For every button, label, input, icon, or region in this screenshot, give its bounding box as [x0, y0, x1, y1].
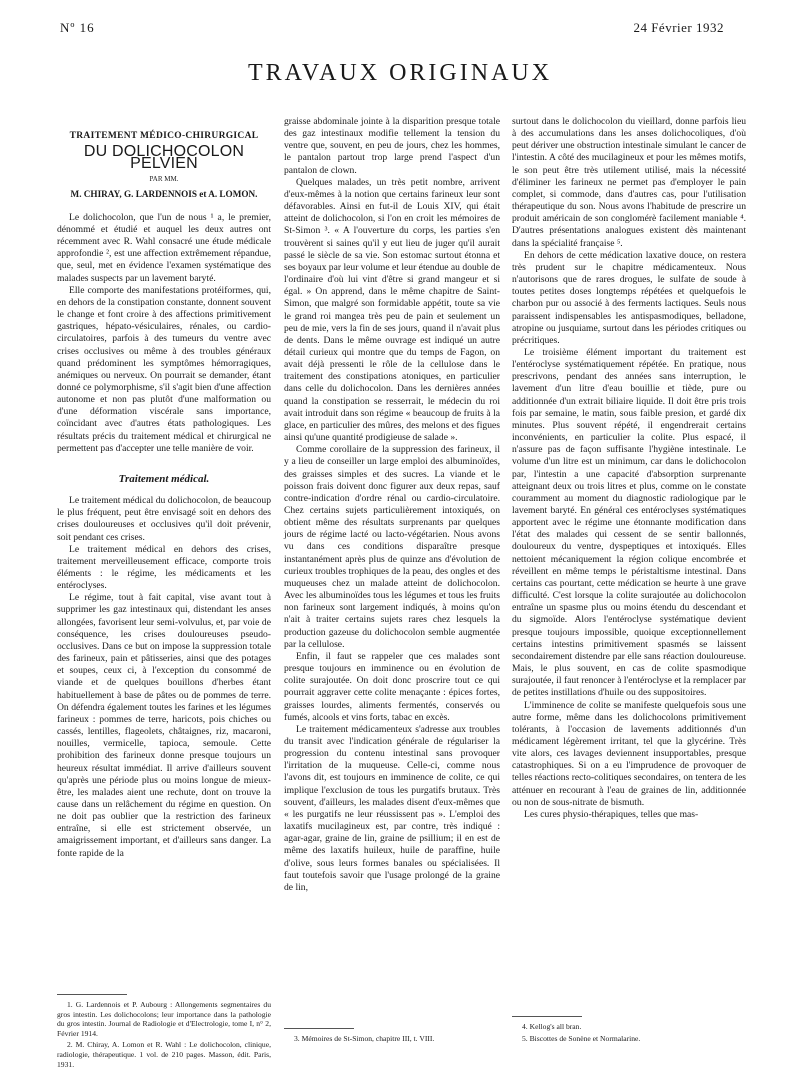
page-header — [0, 20, 800, 40]
paragraph: Le traitement médicamenteux s'adresse aux troubles du transit avec l'indication générale de régulariser la progression du contenu intestinal sans provoquer l'irritation de la muqueuse. Celle-ci, comme nous l'avons dit, est toujours en imminence de colite, ce qui implique l'exclusion de tous les purgatifs brutaux. Très souvent, d'ailleurs, les malades disent d'eux-mêmes que « les purgatifs ne leur réussissent pas ». L'emploi des laxatifs mucilagineux est, par contre, très indiqué : agar-agar, graine de lin, graine de psillium; il en est de même des laxatifs huileux, huile de paraffine, huile d'olive, sous leurs formes banales ou spécialisées. Il faut toutefois savoir que l'usage prolongé de la graine de lin, — [284, 723, 500, 893]
issue-date: 24 Février 1932 — [633, 20, 724, 35]
footnote-rule — [284, 1028, 354, 1029]
footnote: 1. G. Lardennois et P. Aubourg : Allongements segmentaires du gros intestin. Les dolichocolons; leur importance dans la pathologie du gros intestin. Journal de Radiologie et d'Electrologie, tome I, n° 2, Février 1914. — [57, 1000, 271, 1038]
paragraph: Le régime, tout à fait capital, vise avant tout à supprimer les gaz intestinaux qui, distendant les anses allongées, favorisent leur semi-volvulus, et, par voie de conséquence, les crises douloureuses pseudo-occlusives. Dans ce but on impose la suppression totale des farineux, pain et pâtisseries, ainsi que des potages et soupes, ceux ci, à l'exception du consommé de viande et de quelques bouillons d'herbes étant habituellement à base de pâtes ou de pommes de terre. On défendra également toutes les farines et les légumes farineux : pommes de terre, haricots, pois chiches ou cassés, lentilles, flageolets, châtaignes, riz, macaroni, nouilles, vermicelle, tapioca, semoule. Cette prohibition des farineux donne presque toujours un heureux résultat immédiat. Il arrive d'ailleurs souvent qu'après une période plus ou moins longue de mieux-être, les malades aient une rechute, dont on trouve la cause dans un relâchement du régime en question. On ne doit pas oublier que la restriction des farineux entraîne, si elle est strictement observée, un amaigrissement important, et d'ailleurs sans danger. La fonte rapide de la — [57, 592, 271, 859]
footnote: 5. Biscottes de Sonène et Normalarine. — [522, 1033, 641, 1043]
paragraph: Comme corollaire de la suppression des farineux, il y a lieu de conseiller un large emploi des albuminoïdes, des graisses simples et des sucres. La viande et le poisson frais doivent donc figurer aux deux repas, sauf contre-indication d'ordre rénal ou cardio-circulatoire. Chez certains sujets particulièrement intoxiqués, on obtient même des résultats surprenants par quelques jours de régime lacté ou lacto-végétarien. Nous avons vu dans ces conditions disparaître presque instantanément après plus de quinze ans d'évolution de curieux troubles trophiques de la peau, des ongles et des muqueuses chez un malade atteint de dolichocolon. Avec les albuminoïdes tous les légumes et tous les fruits non farineux sont largement indiqués, à moins qu'on n'ait à traiter certains sujets rares chez lesquels la production gazeuse du dolichocolon semble augmentée par la cellulose. — [284, 444, 500, 650]
footnotes-column-3 — [512, 1022, 746, 1045]
footnotes-column-2 — [284, 1034, 500, 1046]
footnote: 2. M. Chiray, A. Lomon et R. Wahl : Le dolichocolon, clinique, radiologie, thérapeutique. 1 vol. de 210 pages. Masson, édit. Paris, 1931. — [57, 1040, 271, 1069]
footnote: 4. Kellog's all bran. — [522, 1022, 582, 1031]
footnote-rule — [57, 994, 127, 995]
paragraph: Le troisième élément important du traitement est l'entéroclyse systématiquement répétée. En pratique, nous prescrivons, pendant des années sans interruption, le lavement d'un litre d'eau bouillie et tiède, pure ou additionnée d'un extrait biliaire liquide. Il doit être pris trois fois par semaine, le matin, sous faible presion, et gardé dix minutes. Plus souvent répété, il engendrerait certains inconvénients, en particulier la colite. Plus espacé, il n'assure pas de façon suffisante l'hygiène intestinale. Le volume d'un litre est un minimum, car dans le dolichocolon par, l'intestin a une capacité d'absorption surprenante atteignant deux ou trois litres et plus, comme on le constate couramment au moment du diagnostic radiologique par le lavement baryté. En général ces entéroclyses systématiques apportent avec le régime une étonnante modification dans l'état des malades qui cessent de se sentir ballonnés, douloureux du ventre, dyspeptiques et intoxiqués. Elles nettoient mécaniquement la région colique encombrée et réveillent en même temps le péristaltisme intestinal. Dans certains cas pourtant, cette médication se heurte à une grave difficulté. C'est lorsque la colite surajoutée au dolichocolon entraîne un spasme plus ou moins étendu du descendant et du sigmoïde. Alors l'entéroclyse systématique devient presque toujours impossible, quoique exceptionnellement certains intestins primitivement spasmés se laissent secondairement distendre par elle sans réaction douloureuse. Mais, le plus souvent, en cas de colite spasmodique surajoutée, il faut renoncer à l'entéroclyse et la remplacer par de petites instillations d'huile ou des suppositoires. — [512, 346, 746, 699]
paragraph: surtout dans le dolichocolon du vieillard, donne parfois lieu à des accumulations dans les anses dolichocoliques, d'où peut dériver une obstruction intestinale simulant le cancer de l'intestin. A côté des mucilagineux et pour les mêmes motifs, le son peut être très utilement utilisé, mais la nécessité d'éliminer les farineux ne permet pas d'employer le pain complet, si commode, dans d'autres cas, pour l'utilisation thérapeutique du son. Nous avons l'habitude de prescrire un produit américain de son conglomérè facilement maniable ⁴. D'autres présentations analogues existent dès maintenant dans la spécialité française ⁵. — [512, 116, 746, 249]
article-supertitle: TRAITEMENT MÉDICO-CHIRURGICAL — [69, 131, 259, 141]
issue-number: Nº 16 — [60, 20, 95, 35]
article-authors: M. CHIRAY, G. LARDENNOIS et A. LOMON. — [70, 188, 258, 199]
article-title: DU DOLICHOCOLON PELVIEN — [83, 143, 245, 173]
article-par: PAR MM. — [149, 175, 179, 184]
column-2 — [284, 116, 500, 894]
footnotes-column-1 — [57, 1000, 271, 1071]
paragraph: Le traitement médical en dehors des crises, traitement merveilleusement efficace, comporte trois éléments : le régime, les médicaments et les entéroclyses. — [57, 543, 271, 592]
paragraph: L'imminence de colite se manifeste quelquefois sous une autre forme, même dans les dolichocolons primitivement tolérants, à l'occasion de lavements additionnés d'un médicament légèrement irritant, tel que la glycérine. Très vite alors, ces lavages deviennent insupportables, presque catastrophiques. Si on a eu l'imprudence de provoquer de telles réactions recto-colitiques secondaires, on tentera de les atténuer en recourant à l'eau de graines de lin, additionnée ou non de sous-nitrate de bismuth. — [512, 699, 746, 808]
paragraph: Les cures physio-thérapiques, telles que mas- — [524, 808, 699, 820]
paragraph: Le traitement médical du dolichocolon, de beaucoup le plus fréquent, peut être envisagé soit en dehors des crises douloureuses et occlusives qu'il doit prévenir, soit pendant ces crises. — [57, 495, 271, 543]
paragraph: En dehors de cette médication laxative douce, on restera très prudent sur le chapitre médicamenteux. Nous n'autorisons que de rares drogues, le sulfate de soude à toutes petites doses longtemps répétées et quelquefois le charbon pur ou associé à des ferments lactiques. Seuls nous paraissent indispensables les antispasmodiques, belladone, atropine ou jusquiame, surtout dans les périodes critiques ou précritiques. — [512, 249, 746, 346]
paragraph: Enfin, il faut se rappeler que ces malades sont presque toujours en imminence ou en évolution de colite surajoutée. On doit donc proscrire tout ce qui pourrait aggraver cette colite menaçante : épices fortes, graisses lourdes, aliments fermentés, conservés ou fumés, alcools et vins forts, tabac en excès. — [284, 650, 500, 723]
paragraph: Elle comporte des manifestations protéiformes, qui, en dehors de la constipation constante, donnent souvent le change et font croire à des affections primitivement gastriques, hépato-vésiculaires, rénales, ou cardio-circulatoires, parfois à des tumeurs du ventre avec crises occlusives ou même à des troubles généraux quand prédominent les symptômes hémorragiques, anémiques ou nerveux. On pourrait se demander, étant donné ce polymorphisme, s'il s'agit bien d'une affection autonome et non pas plutôt d'une malformation ou d'une déformation viscérale sans importance, coïncidant avec d'autres états pathologiques. Les résultats précis du traitement médical et chirurgical ne permettent pas d'accepter une telle manière de voir. — [57, 284, 271, 454]
section-title: TRAVAUX ORIGINAUX — [247, 60, 553, 86]
subheading: Traitement médical. — [118, 472, 210, 485]
footnote: 3. Mémoires de St-Simon, chapitre III, t. VIII. — [294, 1034, 435, 1043]
paragraph: graisse abdominale jointe à la disparition presque totale des gaz intestinaux modifie tellement la tension du ventre que, souvent, en peu de jours, chez les hommes, le pantalon partout trop large prend l'aspect d'un pantalon de clown. — [284, 116, 500, 176]
paragraph: Quelques malades, un très petit nombre, arrivent d'eux-mêmes à la notion que certains farineux leur sont défavorables. Ainsi en fut-il de Louis XIV, qui était atteint de dolichocolon, si l'on en croit les mémoires de St-Simon ³. « A l'ouverture du corps, les parties s'en trouvèrent si saines qu'il y eut lieu de juger qu'il aurait passé le siècle de sa vie. Son estomac surtout étonna et ses boyaux par leur volume et leur étendue au double de l'ordinaire d'où lui vint d'être si grand mangeur et si égal. » On apprend, dans le même chapitre de Saint-Simon, que malgré son formidable appétit, toute sa vie le grand roi mangea très peu de pain et seulement un peu de mie, vers la fin de ses jours, quand il n'avait plus de dents. Dans le même ouvrage est indiqué un autre détail curieux qui montre que du temps de Fagon, on avait déjà pressenti le rôle de la cellulose dans le traitement des constipations atoniques, en particulier dans celle du dolichocolon. Dans les dernières années quand la constipation se resserrait, le médecin du roi avait introduit dans son régime « beaucoup de fruits à la glace, en particulier des mûres, des melons et des figues ainsi qu'une quantité prodigieuse de salade ». — [284, 176, 500, 444]
column-3 — [512, 116, 746, 821]
paragraph: Le dolichocolon, que l'un de nous ¹ a, le premier, dénommé et étudié et auquel les deux autres ont récemment avec R. Wahl consacré une étude médicale approfondie ², est une affection extrêmement répandue, que, seul, met en évidence l'examen systématique des malades suspects par un lavement baryté. — [57, 211, 271, 284]
column-1 — [57, 116, 271, 860]
footnote-rule — [512, 1016, 582, 1017]
